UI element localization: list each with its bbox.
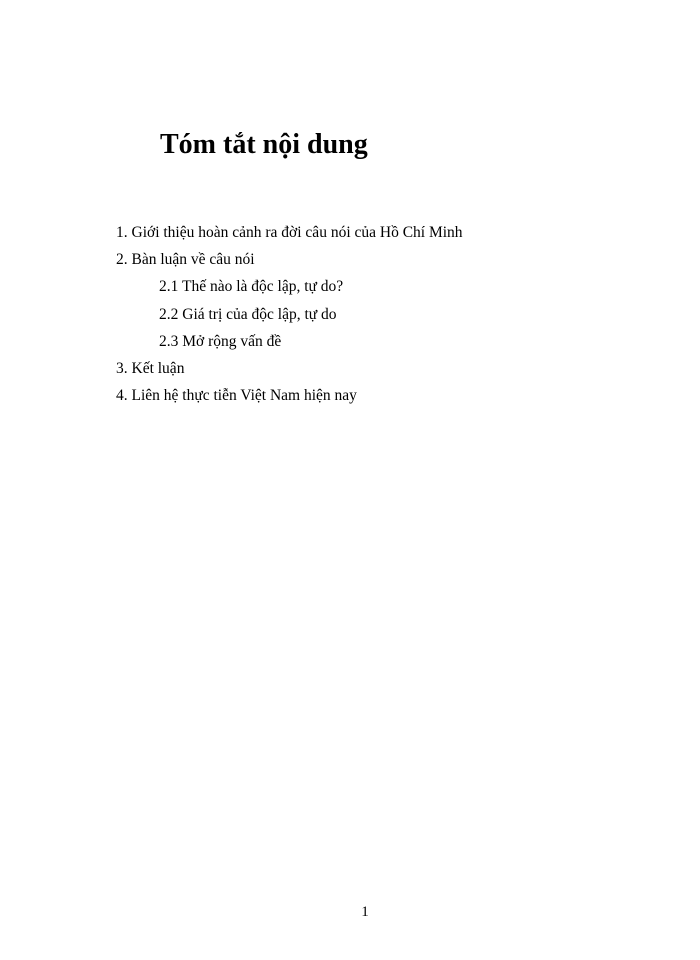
toc-item: 1. Giới thiệu hoàn cảnh ra đời câu nói của Hồ Chí Minh (116, 224, 463, 241)
toc-subitem: 2.1 Thế nào là độc lập, tự do? (159, 278, 344, 296)
toc-item: 2. Bàn luận về câu nói (116, 251, 255, 269)
toc-subitem: 2.2 Giá trị của độc lập, tự do (159, 305, 337, 323)
page-title: Tóm tắt nội dung (160, 129, 368, 160)
toc-subitem: 2.3 Mở rộng vấn đề (159, 332, 282, 350)
page-number: 1 (361, 904, 369, 920)
toc-item: 3. Kết luận (116, 359, 185, 377)
table-of-contents (0, 221, 700, 411)
toc-item: 4. Liên hệ thực tiễn Việt Nam hiện nay (116, 387, 357, 405)
